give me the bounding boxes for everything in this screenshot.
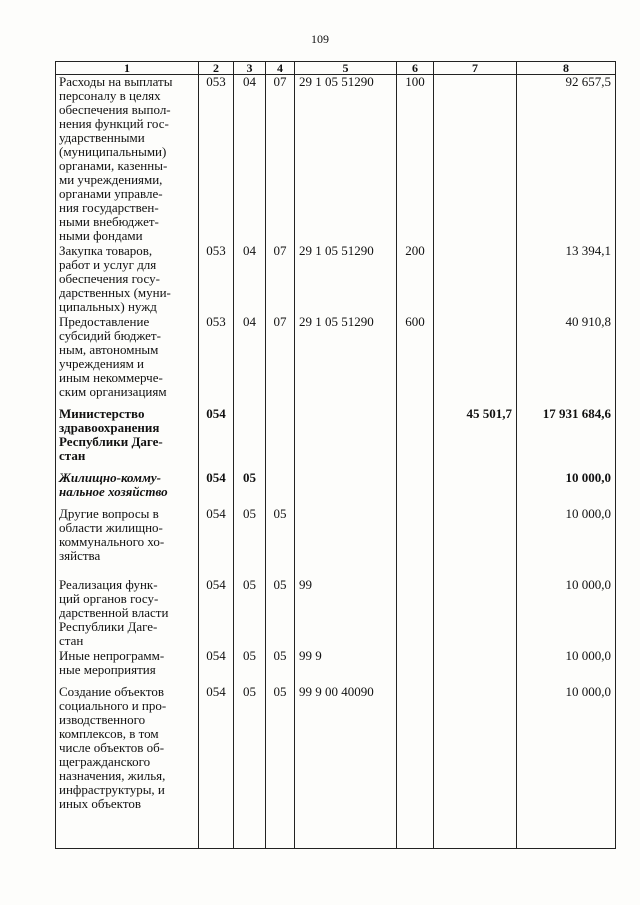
column-header: 7 <box>434 62 517 75</box>
table-body <box>56 75 616 849</box>
amount-col8: 10 000,0 <box>517 685 616 849</box>
amount-col8: 10 000,0 <box>517 471 616 507</box>
amount-col8: 40 910,8 <box>517 315 616 407</box>
amount-col7 <box>434 649 517 685</box>
description-line: назначения, жилья, <box>59 767 166 783</box>
subsection-code: 05 <box>266 578 295 649</box>
section-code: 04 <box>234 244 266 315</box>
amount-col7 <box>434 244 517 315</box>
table-row <box>56 507 616 578</box>
description-line: стан <box>59 447 86 463</box>
description-line: субсидий бюджет- <box>59 327 161 343</box>
description-line: ударственными <box>59 130 145 145</box>
section-code: 04 <box>234 315 266 407</box>
column-header: 4 <box>266 62 295 75</box>
description-line: обеспечения выпол- <box>59 102 171 117</box>
expense-type-code: 100 <box>397 75 434 244</box>
column-header: 6 <box>397 62 434 75</box>
description-line: ным, автономным <box>59 341 159 357</box>
description-line: обеспечения госу- <box>59 270 160 286</box>
section-code: 05 <box>234 578 266 649</box>
table-row <box>56 407 616 471</box>
amount-col8: 92 657,5 <box>517 75 616 244</box>
description-line: учреждениям и <box>59 355 145 371</box>
expense-type-code <box>397 649 434 685</box>
table-row <box>56 649 616 685</box>
expense-type-code: 200 <box>397 244 434 315</box>
subsection-code: 05 <box>266 685 295 849</box>
column-header: 2 <box>199 62 234 75</box>
description-line: нальное хозяйство <box>59 483 168 499</box>
target-article-code: 99 9 00 40090 <box>295 685 397 849</box>
header-row <box>56 62 616 75</box>
ministry-code: 053 <box>199 75 234 244</box>
amount-col8: 10 000,0 <box>517 507 616 578</box>
expense-type-code <box>397 471 434 507</box>
description-line: иных объектов <box>59 795 141 811</box>
row-description <box>56 471 199 507</box>
description-line: ми учреждениями, <box>59 172 163 187</box>
description-line: нения функций гос- <box>59 116 169 131</box>
section-code: 05 <box>234 471 266 507</box>
description-line: ципальных) нужд <box>59 298 157 314</box>
table-row <box>56 315 616 407</box>
description-line: Создание объектов <box>59 684 164 699</box>
ministry-code: 054 <box>199 407 234 471</box>
description-line: коммунального хо- <box>59 533 165 549</box>
amount-col8: 10 000,0 <box>517 649 616 685</box>
ministry-code: 054 <box>199 649 234 685</box>
table-row <box>56 244 616 315</box>
description-line: ными фондами <box>59 228 143 243</box>
description-line: Другие вопросы в <box>59 506 159 521</box>
subsection-code <box>266 471 295 507</box>
row-description <box>56 75 199 244</box>
page-number: 109 <box>311 32 329 46</box>
description-line: Расходы на выплаты <box>59 74 173 89</box>
subsection-code: 07 <box>266 315 295 407</box>
amount-col7 <box>434 685 517 849</box>
ministry-code: 053 <box>199 315 234 407</box>
section-code: 04 <box>234 75 266 244</box>
subsection-code: 05 <box>266 649 295 685</box>
amount-col8: 17 931 684,6 <box>517 407 616 471</box>
ministry-code: 054 <box>199 471 234 507</box>
row-description <box>56 244 199 315</box>
column-header: 1 <box>56 62 199 75</box>
description-line: стан <box>59 632 84 648</box>
description-line: зяйства <box>59 547 101 563</box>
expense-type-code <box>397 507 434 578</box>
amount-col7 <box>434 578 517 649</box>
description-line: изводственного <box>59 711 146 727</box>
table-row <box>56 471 616 507</box>
budget-table <box>55 61 616 849</box>
expense-type-code: 600 <box>397 315 434 407</box>
description-line: ные мероприятия <box>59 661 156 677</box>
expense-type-code <box>397 578 434 649</box>
subsection-code: 05 <box>266 507 295 578</box>
table-row <box>56 685 616 849</box>
row-description <box>56 407 199 471</box>
amount-col7 <box>434 471 517 507</box>
amount-col7 <box>434 315 517 407</box>
description-line: Министерство <box>59 406 145 421</box>
description-line: органами управле- <box>59 186 163 201</box>
subsection-code: 07 <box>266 75 295 244</box>
description-line: персоналу в целях <box>59 88 161 103</box>
description-line: (муниципальными) <box>59 144 167 159</box>
ministry-code: 054 <box>199 685 234 849</box>
row-description <box>56 649 199 685</box>
target-article-code: 99 9 <box>295 649 397 685</box>
amount-col7: 45 501,7 <box>434 407 517 471</box>
amount-col7 <box>434 507 517 578</box>
row-description <box>56 507 199 578</box>
section-code: 05 <box>234 649 266 685</box>
description-line: ными внебюджет- <box>59 214 159 229</box>
subsection-code: 07 <box>266 244 295 315</box>
description-line: ским организациям <box>59 383 167 399</box>
description-line: дарственной власти <box>59 604 169 620</box>
column-header: 5 <box>295 62 397 75</box>
description-line: Закупка товаров, <box>59 243 153 258</box>
column-header: 8 <box>517 62 616 75</box>
table-row <box>56 578 616 649</box>
section-code: 05 <box>234 685 266 849</box>
target-article-code <box>295 407 397 471</box>
description-line: иным некоммерче- <box>59 369 163 385</box>
ministry-code: 053 <box>199 244 234 315</box>
expense-type-code <box>397 685 434 849</box>
row-description <box>56 315 199 407</box>
description-line: Жилищно-комму- <box>59 470 161 485</box>
description-line: инфраструктуры, и <box>59 781 165 797</box>
amount-col7 <box>434 75 517 244</box>
amount-col8: 10 000,0 <box>517 578 616 649</box>
target-article-code <box>295 471 397 507</box>
target-article-code: 29 1 05 51290 <box>295 75 397 244</box>
description-line: области жилищно- <box>59 519 163 535</box>
subsection-code <box>266 407 295 471</box>
description-line: дарственных (муни- <box>59 284 171 300</box>
target-article-code <box>295 507 397 578</box>
amount-col8: 13 394,1 <box>517 244 616 315</box>
table-row <box>56 75 616 244</box>
target-article-code: 29 1 05 51290 <box>295 244 397 315</box>
ministry-code: 054 <box>199 507 234 578</box>
description-line: числе объектов об- <box>59 739 165 755</box>
description-line: работ и услуг для <box>59 256 157 272</box>
row-description <box>56 578 199 649</box>
target-article-code: 29 1 05 51290 <box>295 315 397 407</box>
description-line: Республики Даге- <box>59 433 163 449</box>
ministry-code: 054 <box>199 578 234 649</box>
description-line: Иные непрограмм- <box>59 648 165 663</box>
description-line: здравоохранения <box>59 419 160 435</box>
section-code <box>234 407 266 471</box>
column-header: 3 <box>234 62 266 75</box>
description-line: щегражданского <box>59 753 151 769</box>
description-line: Республики Даге- <box>59 618 158 634</box>
row-description <box>56 685 199 849</box>
description-line: органами, казенны- <box>59 158 168 173</box>
description-line: Реализация функ- <box>59 577 158 592</box>
expense-type-code <box>397 407 434 471</box>
description-line: ния государствен- <box>59 200 159 215</box>
description-line: социального и про- <box>59 697 167 713</box>
description-line: комплексов, в том <box>59 725 159 741</box>
description-line: ций органов госу- <box>59 590 159 606</box>
section-code: 05 <box>234 507 266 578</box>
target-article-code: 99 <box>295 578 397 649</box>
description-line: Предоставление <box>59 314 150 329</box>
